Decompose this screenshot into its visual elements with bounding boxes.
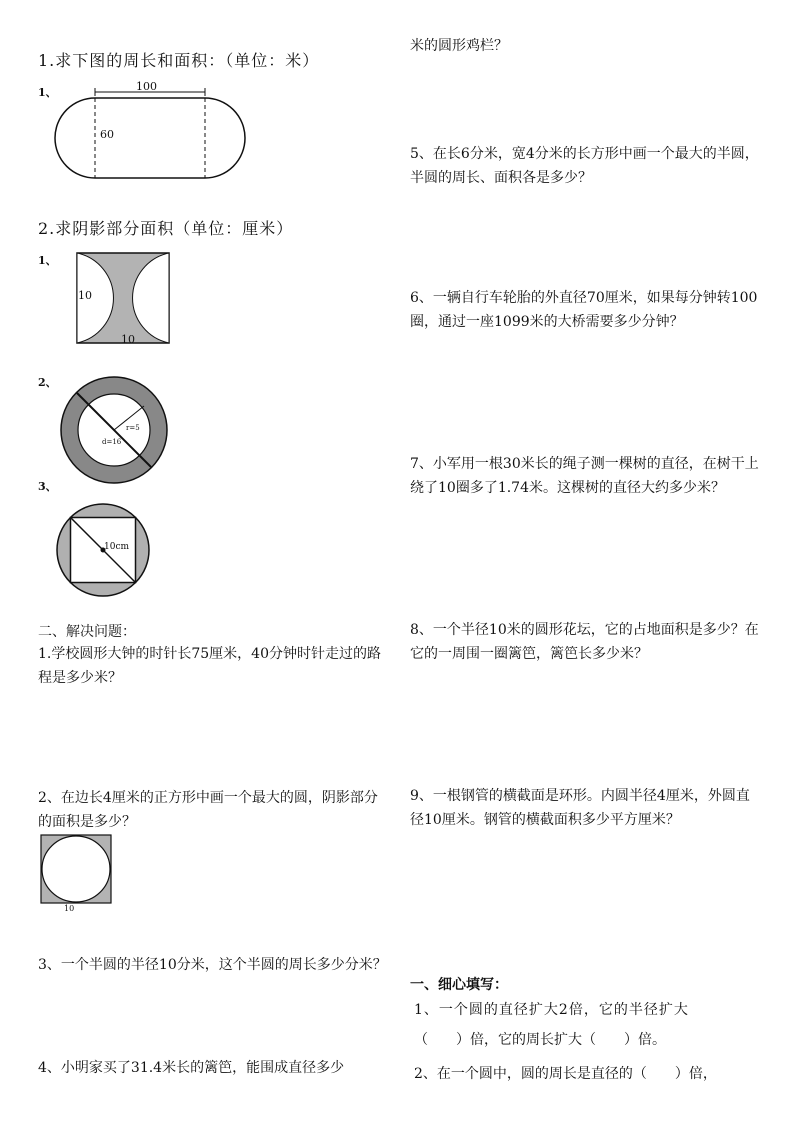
square-circle-figure [40, 834, 114, 906]
problem-7: 7、小军用一根30米长的绳子测一棵树的直径，在树干上绕了10圈多了1.74米。这棵树的直径大约多少米？ [410, 456, 759, 496]
problem-1: 1.学校圆形大钟的时针长75厘米，40分钟时针走过的路程是多少米？ [38, 646, 381, 686]
problem-5: 5、在长6分米，宽4分米的长方形中画一个最大的半圆，半圆的周长、面积各是多少？ [410, 146, 759, 186]
fig-side-label: 60 [100, 128, 114, 141]
fill-in-q1-line1: 1、一个圆的直径扩大2倍，它的半径扩大 [414, 1002, 689, 1018]
fill-in-heading: 一、细心填写： [410, 977, 508, 993]
problem-6: 6、一辆自行车轮胎的外直径70厘米，如果每分钟转100圈，通过一座1099米的大桥需要多少分钟？ [410, 290, 758, 330]
fig1-index: 1、 [38, 254, 57, 267]
problems-heading: 二、解决问题： [38, 624, 136, 640]
fig2-index: 2、 [38, 376, 57, 389]
fig2-r-label: r=5 [126, 424, 140, 432]
fig1-bottom-label: 10 [121, 333, 135, 346]
problem-9: 9、一根钢管的横截面是环形。内圆半径4厘米，外圆直径10厘米。钢管的横截面积多少平方厘米？ [410, 788, 750, 828]
fig2-d-label: d=16 [102, 438, 122, 446]
problem-3: 3、一个半圆的半径10分米，这个半圆的周长多少分米？ [38, 957, 387, 973]
problem-2: 2、在边长4厘米的正方形中画一个最大的圆，阴影部分的面积是多少？ [38, 790, 378, 830]
fig1-side-label: 10 [78, 289, 92, 302]
fig3-label: 10cm [104, 542, 130, 552]
fig3-index: 3、 [38, 480, 57, 493]
fill-in-q1-line2: （ ）倍，它的周长扩大（ ）倍。 [414, 1032, 666, 1048]
stadium-figure [55, 80, 240, 180]
fig-top-label: 100 [136, 80, 157, 93]
section1-title: 1.求下图的周长和面积：（单位：米） [38, 51, 320, 70]
fig-index: 1、 [38, 86, 57, 99]
problem-4: 4、小明家买了31.4米长的篱笆，能围成直径多少 [38, 1060, 345, 1076]
ring-figure [60, 376, 170, 486]
problem-2-fig-label: 10 [64, 904, 75, 913]
section2-title: 2.求阴影部分面积（单位：厘米） [38, 219, 294, 238]
problem-4-continued: 米的圆形鸡栏？ [410, 38, 508, 54]
problem-8: 8、一个半径10米的圆形花坛，它的占地面积是多少？在它的一周围一圈篱笆，篱笆长多少米？ [410, 622, 759, 662]
fill-in-q2: 2、在一个圆中，圆的周长是直径的（ ）倍， [414, 1066, 717, 1082]
